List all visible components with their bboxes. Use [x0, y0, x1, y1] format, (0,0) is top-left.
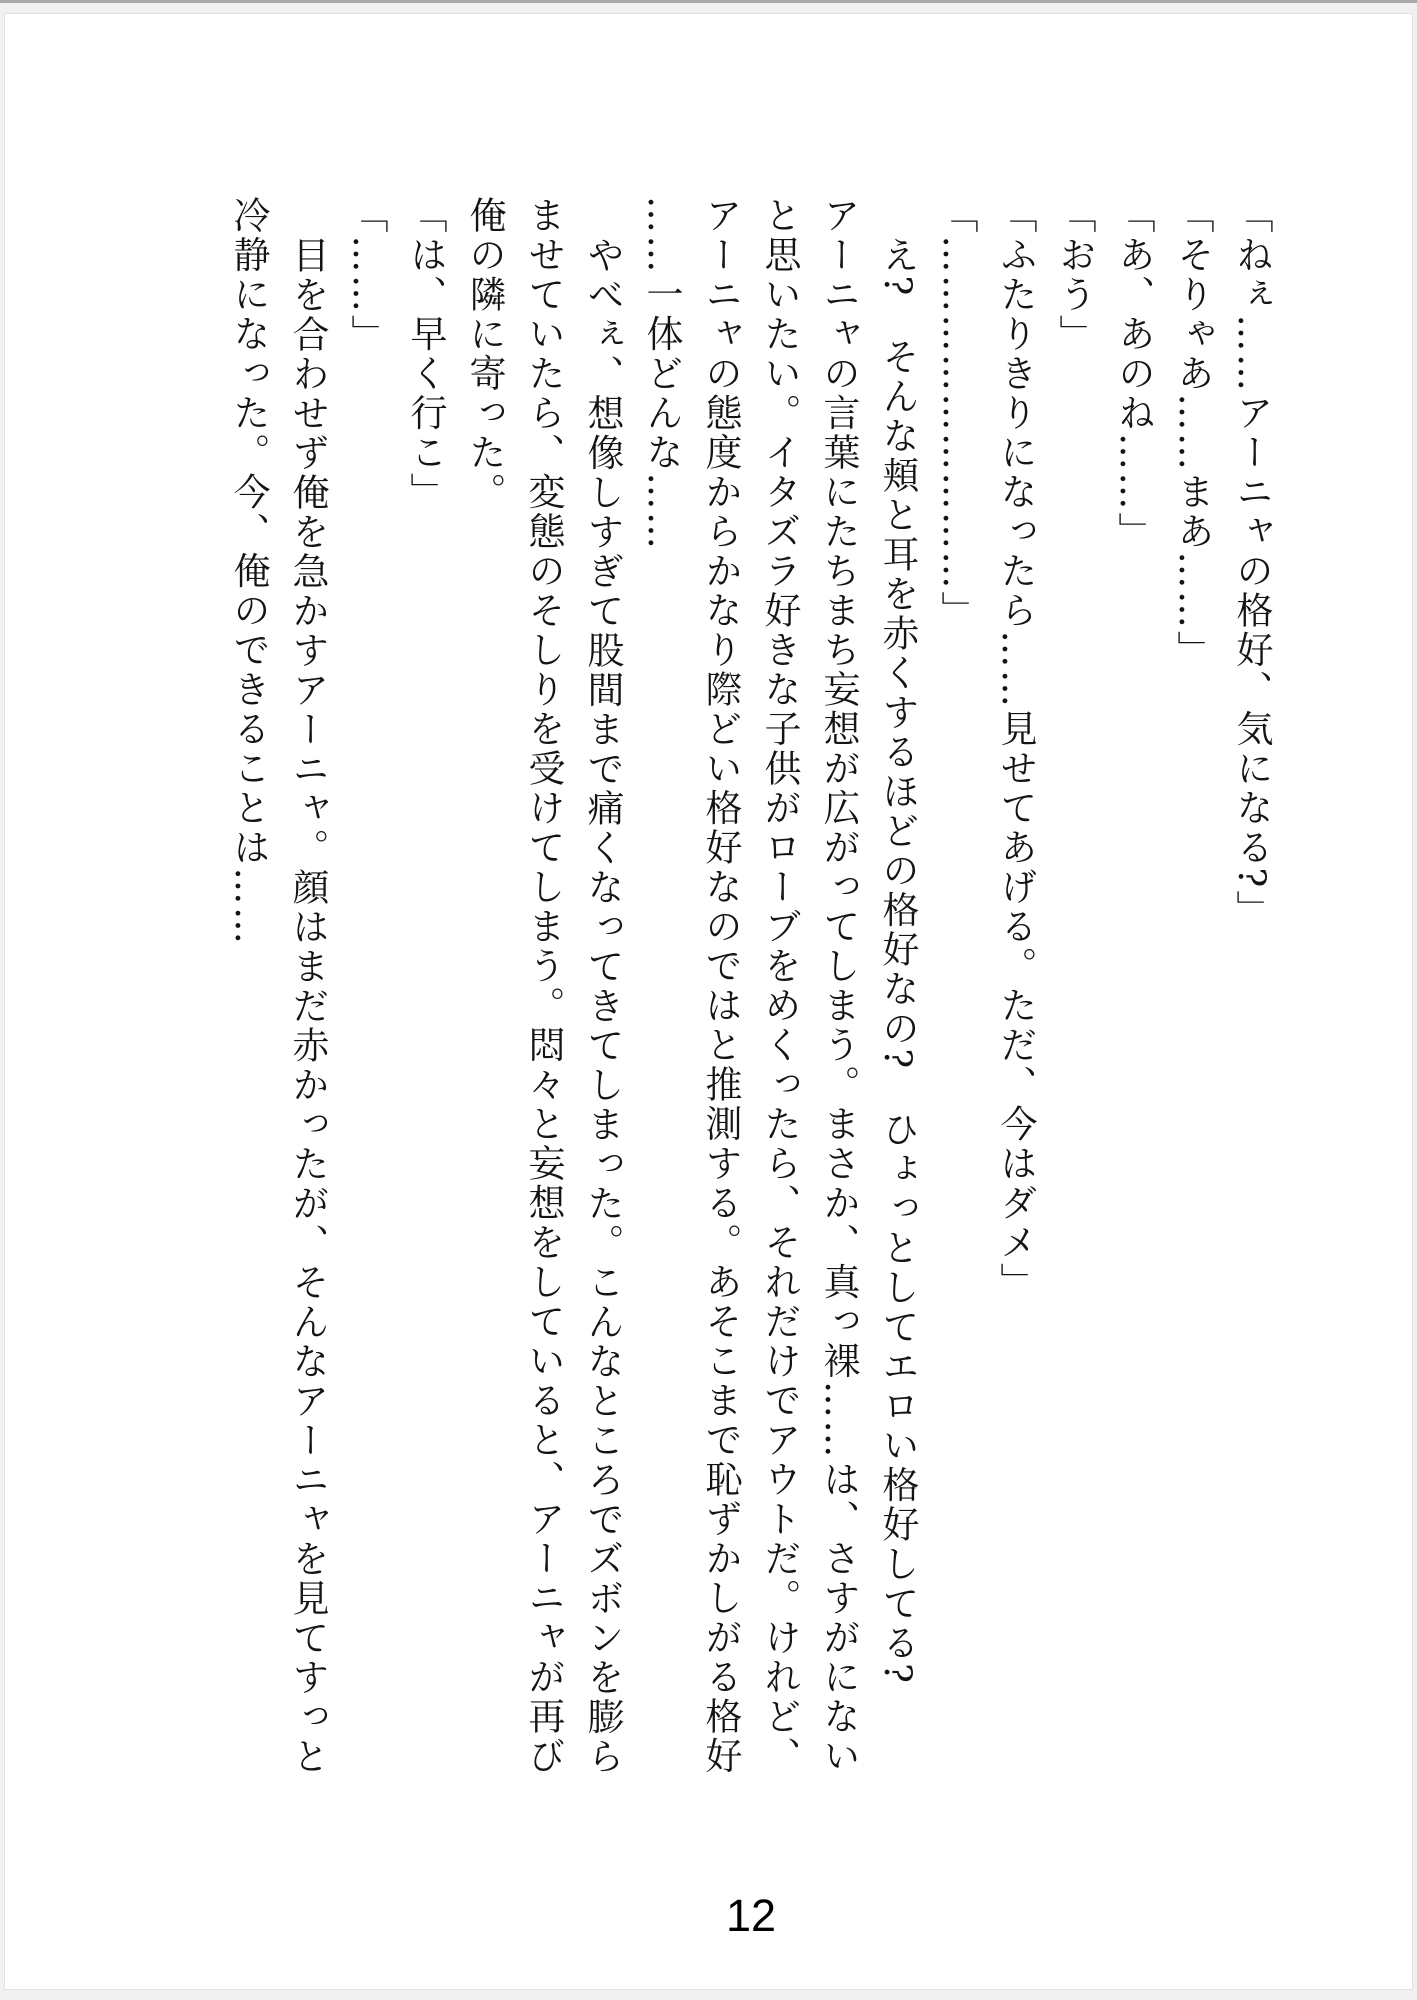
text-line: え? そんな頬と耳を赤くするほどの格好なの? ひょっとしてエロい格好してる?: [876, 236, 919, 1686]
text-line: やべぇ、想像しすぎて股間まで痛くなってきてしまった。こんなところでズボンを膨ら: [581, 236, 624, 1777]
page-number: 12: [725, 1890, 777, 1941]
text-line: 「おう」: [1053, 196, 1096, 354]
text-line: 冷静になった。今、俺のできることは……: [227, 196, 270, 947]
text-line: 目を合わせず俺を急かすアーニャ。顔はまだ赤かったが、そんなアーニャを見てすっと: [286, 236, 329, 1777]
text-line: 「は、早く行こ」: [404, 196, 447, 512]
text-line: 「……」: [345, 196, 388, 354]
text-line: 「ねぇ……アーニャの格好、気になる?」: [1230, 196, 1273, 930]
text-line: 「………………………」: [935, 196, 978, 631]
text-line: ませていたら、変態のそしりを受けてしまう。悶々と妄想をしていると、アーニャが再び: [522, 196, 565, 1776]
vertical-text-block: [219, 196, 1281, 1816]
text-line: 「そりゃあ……まあ……」: [1171, 196, 1214, 670]
text-line: 「あ、あのね……」: [1112, 196, 1155, 552]
text-line: と思いたい。イタズラ好きな子供がローブをめくったら、それだけでアウトだ。けれど、: [758, 196, 801, 1776]
text-line: 「ふたりきりになったら……見せてあげる。ただ、今はダメ」: [994, 196, 1037, 1302]
text-line: 俺の隣に寄った。: [463, 196, 506, 512]
text-line: アーニャの態度からかなり際どい格好なのではと推測する。あそこまで恥ずかしがる格好: [699, 196, 742, 1776]
text-line: アーニャの言葉にたちまち妄想が広がってしまう。まさか、真っ裸……は、さすがにない: [817, 196, 860, 1776]
text-line: ……一体どんな……: [640, 196, 683, 552]
window-top-border: [0, 0, 1417, 3]
novel-page: [4, 13, 1413, 1990]
